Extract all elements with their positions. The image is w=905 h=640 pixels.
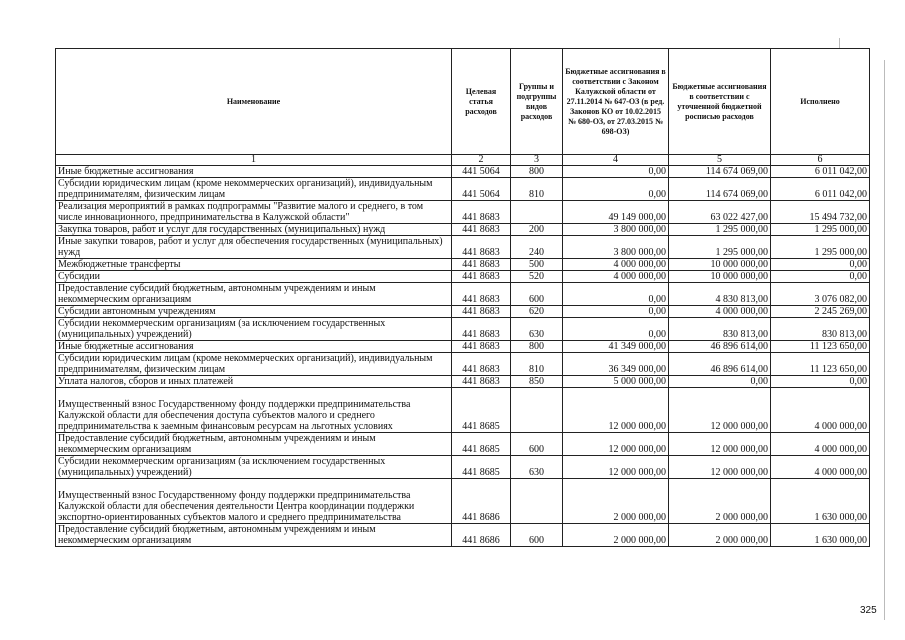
column-number: 3	[511, 155, 563, 166]
row-name: Субсидии автономным учреждениям	[58, 306, 216, 317]
column-number: 4	[563, 155, 669, 166]
row-target-article: 441 8686	[462, 535, 500, 546]
table-row	[56, 236, 870, 259]
row-expense-group: 630	[529, 467, 544, 478]
row-target-article: 441 8683	[462, 294, 500, 305]
table-row	[56, 353, 870, 376]
table-row	[56, 201, 870, 224]
column-number-row	[56, 155, 870, 166]
header-name: Наименование	[56, 49, 452, 155]
row-law-allocation: 4 000 000,00	[613, 271, 666, 282]
row-executed: 1 630 000,00	[814, 512, 867, 523]
row-target-article: 441 5064	[462, 189, 500, 200]
row-executed: 11 123 650,00	[809, 364, 867, 375]
row-name: Уплата налогов, сборов и иных платежей	[58, 376, 234, 387]
row-name: Предоставление субсидий бюджетным, автономным учреждениям и иным некоммерческим организациям	[58, 433, 376, 455]
row-law-allocation: 2 000 000,00	[613, 512, 666, 523]
row-refined-allocation: 12 000 000,00	[710, 444, 768, 455]
row-expense-group: 800	[529, 166, 544, 177]
row-expense-group: 620	[529, 306, 544, 317]
row-refined-allocation: 0,00	[750, 376, 768, 387]
row-expense-group: 600	[529, 535, 544, 546]
row-name: Предоставление субсидий бюджетным, автономным учреждениям и иным некоммерческим организациям	[58, 283, 376, 305]
row-executed: 3 076 082,00	[814, 294, 867, 305]
table-row	[56, 341, 870, 353]
table-row	[56, 271, 870, 283]
table-row	[56, 318, 870, 341]
row-refined-allocation: 4 000 000,00	[715, 306, 768, 317]
row-target-article: 441 8683	[462, 341, 500, 352]
table-body	[56, 166, 870, 547]
row-target-article: 441 5064	[462, 166, 500, 177]
row-refined-allocation: 2 000 000,00	[715, 512, 768, 523]
row-refined-allocation: 12 000 000,00	[710, 421, 768, 432]
row-executed: 15 494 732,00	[809, 212, 867, 223]
row-expense-group: 200	[529, 224, 544, 235]
row-executed: 11 123 650,00	[809, 341, 867, 352]
row-law-allocation: 5 000 000,00	[613, 376, 666, 387]
row-target-article: 441 8683	[462, 224, 500, 235]
row-name: Реализация мероприятий в рамках подпрограммы "Развитие малого и среднего, в том числе инновационного, предпринимательства в Калужской области"	[58, 201, 424, 223]
row-expense-group: 600	[529, 444, 544, 455]
row-expense-group: 850	[529, 376, 544, 387]
row-expense-group: 810	[529, 189, 544, 200]
row-target-article: 441 8683	[462, 364, 500, 375]
row-expense-group: 800	[529, 341, 544, 352]
column-number: 2	[452, 155, 511, 166]
row-expense-group: 810	[529, 364, 544, 375]
page-number: 325	[860, 605, 877, 616]
row-target-article: 441 8685	[462, 444, 500, 455]
row-executed: 4 000 000,00	[814, 467, 867, 478]
row-refined-allocation: 4 830 813,00	[715, 294, 768, 305]
row-executed: 0,00	[849, 271, 867, 282]
column-number: 5	[669, 155, 771, 166]
header-refined-allocations: Бюджетные ассигнования в соответствии с уточненной бюджетной росписью расходов	[669, 49, 771, 155]
row-name: Иные бюджетные ассигнования	[58, 341, 194, 352]
table-row	[56, 166, 870, 178]
row-law-allocation: 36 349 000,00	[608, 364, 666, 375]
row-executed: 2 245 269,00	[814, 306, 867, 317]
row-refined-allocation: 63 022 427,00	[710, 212, 768, 223]
row-name: Имущественный взнос Государственному фонду поддержки предпринимательства Калужской области для обеспечения деятельности Центра координации поддержки экспортно-ориентированных субъектов малого и среднего предпринимательства	[58, 490, 415, 523]
table-row	[56, 178, 870, 201]
row-target-article: 441 8685	[462, 421, 500, 432]
row-name: Иные закупки товаров, работ и услуг для обеспечения государственных (муниципальных) нужд	[58, 236, 443, 258]
row-name: Субсидии юридическим лицам (кроме некоммерческих организаций), индивидуальным предпринимателям, физическим лицам	[58, 353, 433, 375]
row-law-allocation: 12 000 000,00	[608, 444, 666, 455]
row-law-allocation: 4 000 000,00	[613, 259, 666, 270]
row-name: Субсидии юридическим лицам (кроме некоммерческих организаций), индивидуальным предпринимателям, физическим лицам	[58, 178, 433, 200]
row-executed: 1 295 000,00	[814, 224, 867, 235]
row-name: Субсидии некоммерческим организациям (за исключением государственных (муниципальных) учреждений)	[58, 318, 386, 340]
row-refined-allocation: 12 000 000,00	[710, 467, 768, 478]
row-name: Субсидии	[58, 271, 100, 282]
row-law-allocation: 49 149 000,00	[608, 212, 666, 223]
header-law-allocations: Бюджетные ассигнования в соответствии с Законом Калужской области от 27.11.2014 № 647-ОЗ (в ред. Законов КО от 10.02.2015 № 680-ОЗ, от 27.03.2015 № 698-ОЗ)	[563, 49, 669, 155]
scan-dust-mark	[839, 38, 840, 48]
row-refined-allocation: 10 000 000,00	[710, 271, 768, 282]
row-name: Имущественный взнос Государственному фонду поддержки предпринимательства Калужской области для обеспечения доступа субъектов малого и среднего предпринимательства к заемным финансовым ресурсам на льготных условиях	[58, 399, 411, 432]
row-refined-allocation: 1 295 000,00	[715, 247, 768, 258]
row-refined-allocation: 2 000 000,00	[715, 535, 768, 546]
row-spacer	[58, 388, 449, 399]
row-refined-allocation: 830 813,00	[723, 329, 768, 340]
row-law-allocation: 41 349 000,00	[608, 341, 666, 352]
row-refined-allocation: 114 674 069,00	[705, 166, 768, 177]
row-target-article: 441 8683	[462, 212, 500, 223]
row-law-allocation: 0,00	[648, 294, 666, 305]
row-executed: 830 813,00	[822, 329, 867, 340]
table-row	[56, 456, 870, 479]
column-number: 1	[56, 155, 452, 166]
row-refined-allocation: 46 896 614,00	[710, 341, 768, 352]
row-refined-allocation: 1 295 000,00	[715, 224, 768, 235]
header-executed: Исполнено	[771, 49, 870, 155]
row-executed: 1 295 000,00	[814, 247, 867, 258]
row-refined-allocation: 114 674 069,00	[705, 189, 768, 200]
row-refined-allocation: 46 896 614,00	[710, 364, 768, 375]
scan-edge-mark	[884, 60, 885, 620]
row-law-allocation: 12 000 000,00	[608, 467, 666, 478]
row-target-article: 441 8686	[462, 512, 500, 523]
column-number: 6	[771, 155, 870, 166]
row-refined-allocation: 10 000 000,00	[710, 259, 768, 270]
row-law-allocation: 2 000 000,00	[613, 535, 666, 546]
header-row	[56, 49, 870, 155]
header-expense-groups: Группы и подгруппы видов расходов	[511, 49, 563, 155]
row-target-article: 441 8683	[462, 306, 500, 317]
row-law-allocation: 0,00	[648, 329, 666, 340]
row-name: Иные бюджетные ассигнования	[58, 166, 194, 177]
row-executed: 1 630 000,00	[814, 535, 867, 546]
row-spacer	[58, 479, 449, 490]
table-row	[56, 224, 870, 236]
row-law-allocation: 0,00	[648, 306, 666, 317]
row-target-article: 441 8683	[462, 376, 500, 387]
row-executed: 4 000 000,00	[814, 421, 867, 432]
row-law-allocation: 12 000 000,00	[608, 421, 666, 432]
table-row	[56, 306, 870, 318]
row-target-article: 441 8683	[462, 271, 500, 282]
row-expense-group: 240	[529, 247, 544, 258]
row-name: Субсидии некоммерческим организациям (за исключением государственных (муниципальных) учреждений)	[58, 456, 386, 478]
table-row	[56, 524, 870, 547]
row-target-article: 441 8683	[462, 247, 500, 258]
row-executed: 6 011 042,00	[814, 166, 867, 177]
table-row	[56, 433, 870, 456]
row-expense-group: 520	[529, 271, 544, 282]
row-target-article: 441 8683	[462, 259, 500, 270]
row-executed: 6 011 042,00	[814, 189, 867, 200]
table-row	[56, 259, 870, 271]
row-law-allocation: 3 800 000,00	[613, 247, 666, 258]
row-name: Закупка товаров, работ и услуг для государственных (муниципальных) нужд	[58, 224, 386, 235]
row-expense-group: 630	[529, 329, 544, 340]
row-name: Предоставление субсидий бюджетным, автономным учреждениям и иным некоммерческим организациям	[58, 524, 376, 546]
row-law-allocation: 0,00	[648, 189, 666, 200]
row-expense-group: 500	[529, 259, 544, 270]
table-row	[56, 376, 870, 388]
table-row	[56, 283, 870, 306]
row-executed: 0,00	[849, 376, 867, 387]
row-expense-group: 600	[529, 294, 544, 305]
row-executed: 4 000 000,00	[814, 444, 867, 455]
row-law-allocation: 0,00	[648, 166, 666, 177]
row-name: Межбюджетные трансферты	[58, 259, 181, 270]
budget-table	[55, 48, 870, 547]
row-target-article: 441 8683	[462, 329, 500, 340]
header-target-article: Целевая статья расходов	[452, 49, 511, 155]
row-target-article: 441 8685	[462, 467, 500, 478]
table-row	[56, 388, 870, 433]
table-row	[56, 479, 870, 524]
row-law-allocation: 3 800 000,00	[613, 224, 666, 235]
row-executed: 0,00	[849, 259, 867, 270]
